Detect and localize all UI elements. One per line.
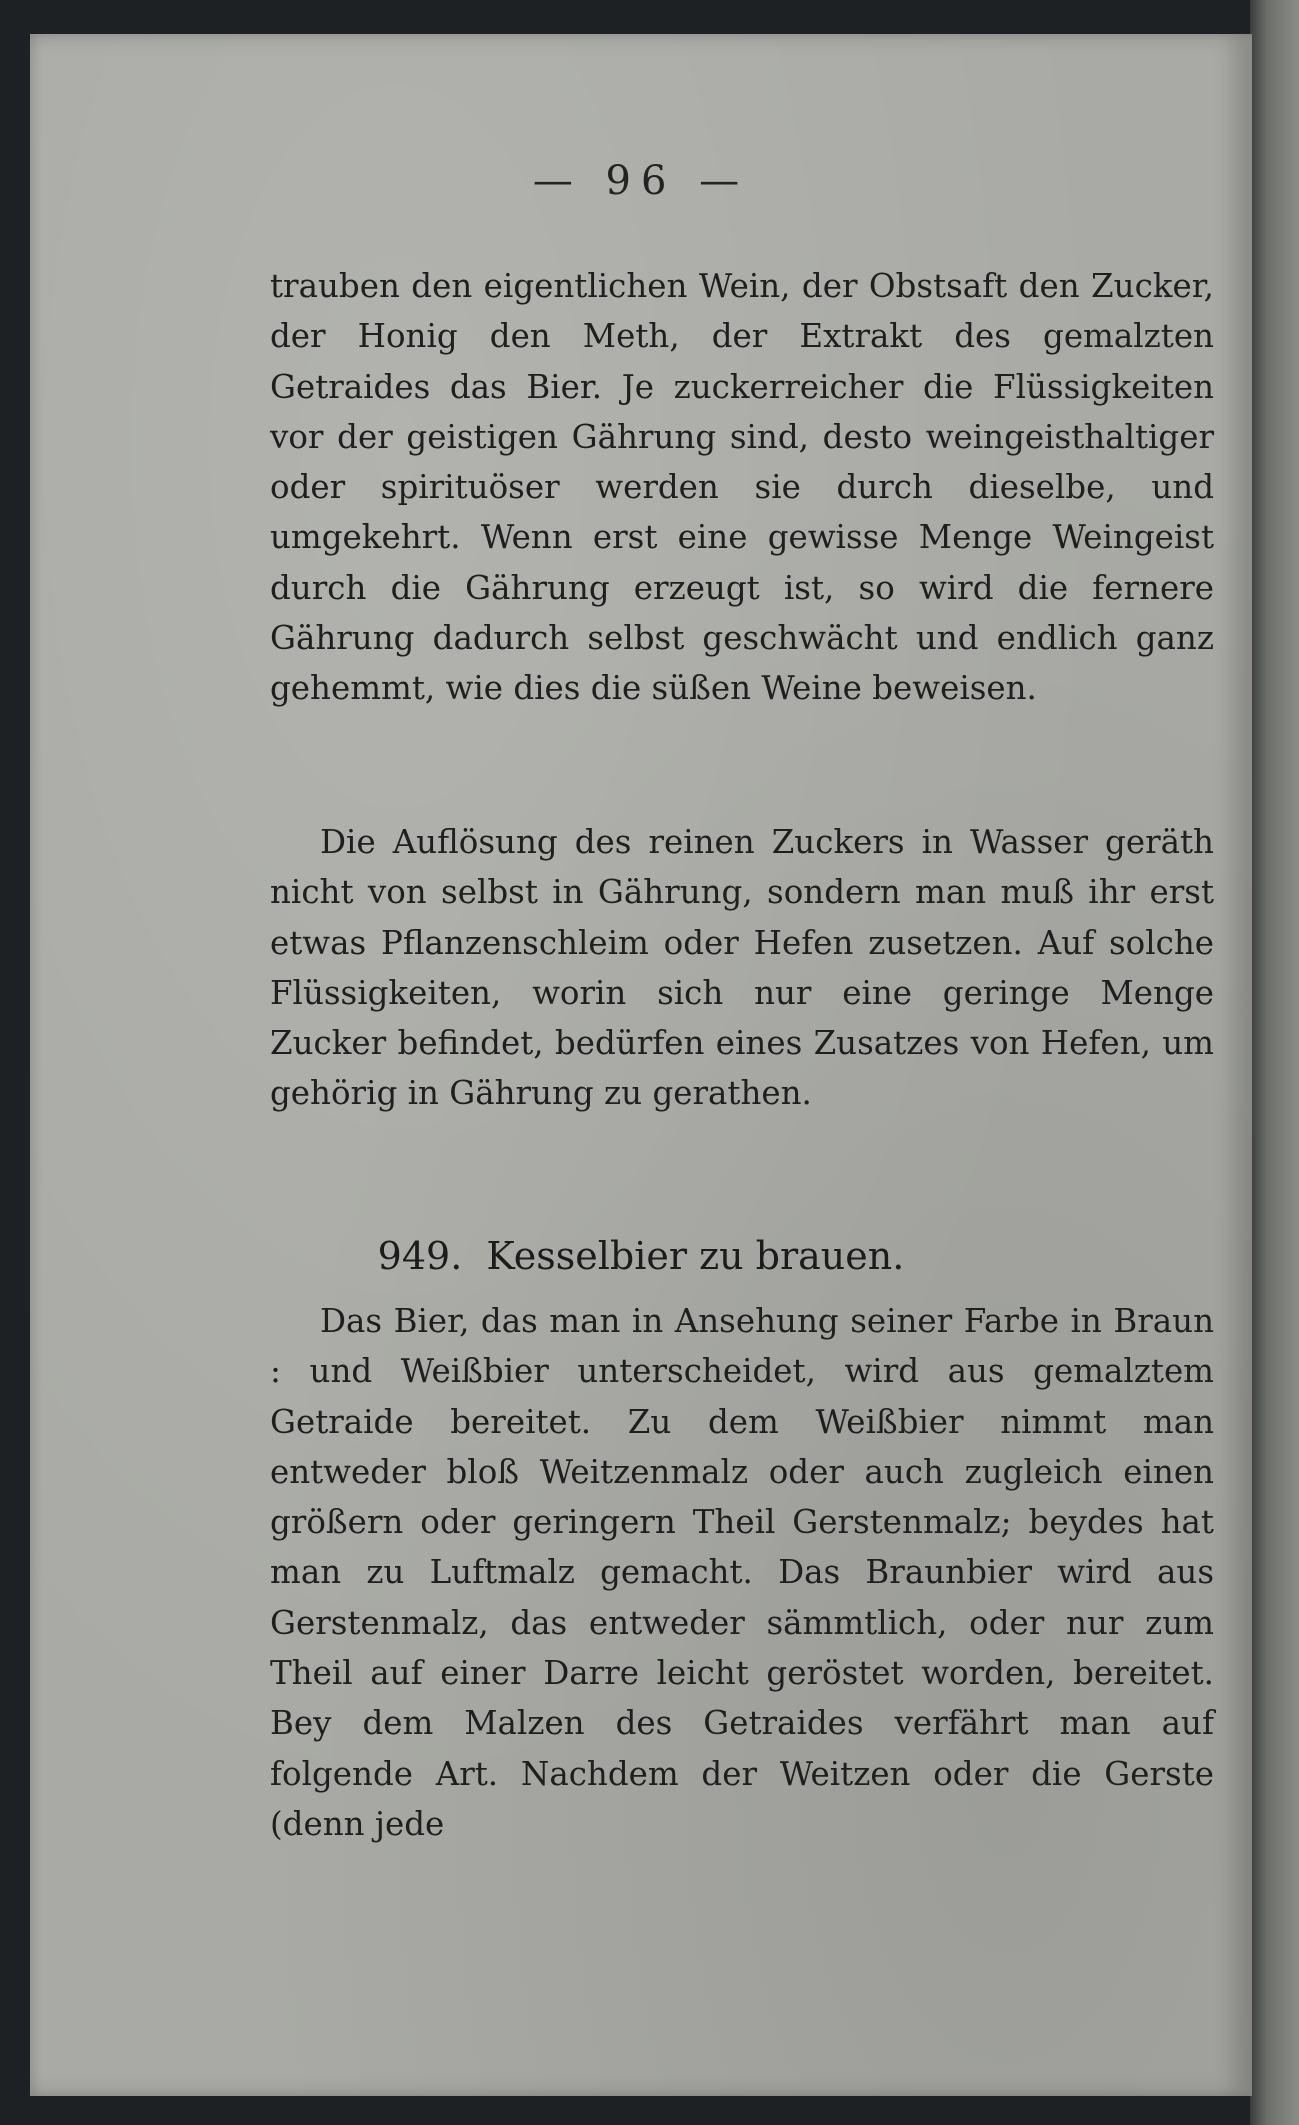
page-number: 96 [605, 158, 677, 204]
book-page [30, 34, 1252, 2096]
header-dash-left: — [532, 158, 583, 204]
paragraph-text: Das Bier, das man in Ansehung seiner Farbe in Braun : und Weißbier unterscheidet, wird aus gemalztem Getraide bereitet. Zu dem Weißbier nimmt man entweder bloß Weitzenmalz oder auch zugleich einen größern oder geringern Theil Gerstenmalz; beydes hat man zu Luftmalz gemacht. Das Braunbier wird aus Gerstenmalz, das entweder sämmtlich, oder nur zum Theil auf einer Darre leicht geröstet worden, bereitet. Bey dem Malzen des Getraides verfährt man auf folgende Art. Nachdem der Weitzen oder die Gerste (denn jede [270, 1302, 1214, 1843]
page-header [30, 158, 1252, 204]
next-page-edge [1250, 0, 1299, 2125]
header-dash-right: — [699, 158, 750, 204]
paragraph-text: trauben den eigentlichen Wein, der Obstsaft den Zucker, der Honig den Meth, der Extrakt des gemalzten Getraides das Bier. Je zuckerreicher die Flüssigkeiten vor der geistigen Gährung sind, desto weingeisthaltiger oder spirituöser werden sie durch dieselbe, und umgekehrt. Wenn erst eine gewisse Menge Weingeist durch die Gährung erzeugt ist, so wird die fernere Gährung dadurch selbst geschwächt und endlich ganz gehemmt, wie dies die süßen Weine beweisen. [270, 267, 1214, 708]
section-heading [30, 1234, 1252, 1278]
sugar-solution-paragraph [270, 817, 1214, 1119]
continuation-paragraph [270, 261, 1214, 714]
section-body [270, 1296, 1214, 1849]
section-title: Kesselbier zu brauen. [486, 1234, 905, 1278]
section-number: 949. [377, 1234, 463, 1278]
paragraph-text: Die Auflösung des reinen Zuckers in Wasser geräth nicht von selbst in Gährung, sondern man muß ihr erst etwas Pflanzenschleim oder Hefen zusetzen. Auf solche Flüssigkeiten, worin sich nur eine geringe Menge Zucker befindet, bedürfen eines Zusatzes von Hefen, um gehörig in Gährung zu gerathen. [270, 823, 1214, 1113]
